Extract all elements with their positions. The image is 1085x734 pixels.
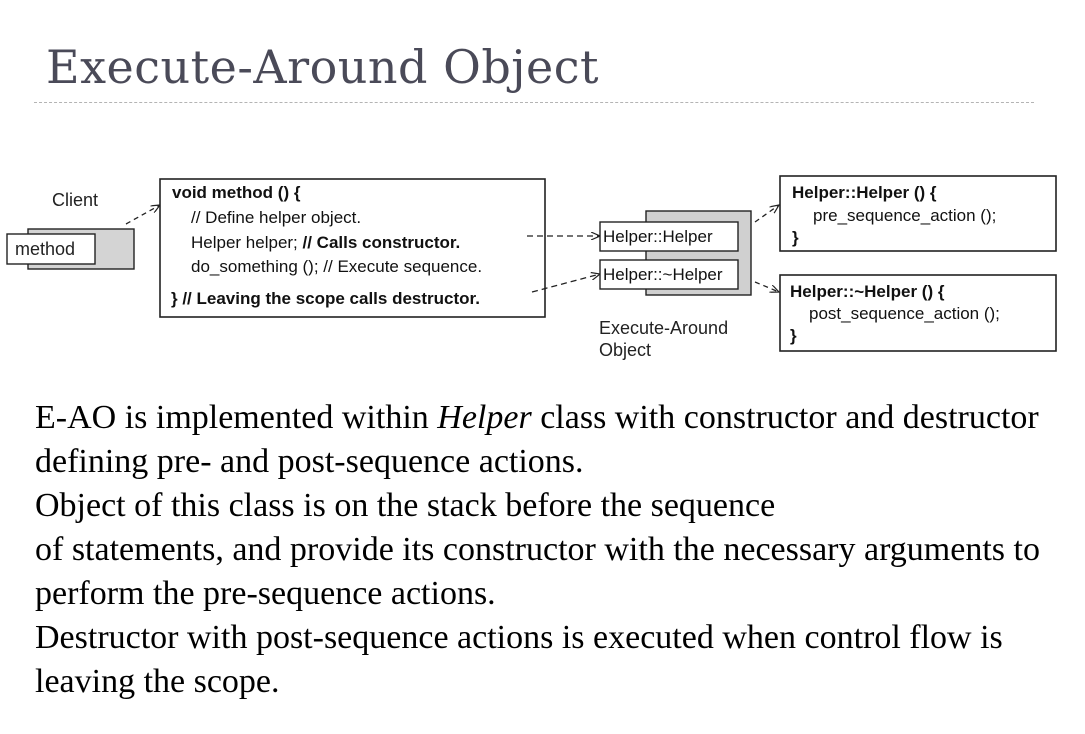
code-line-helper-comment: // Calls constructor. <box>302 233 461 252</box>
execute-around-diagram <box>0 150 1085 370</box>
ctor-def-line3: } <box>792 228 799 247</box>
ctor-def-line1: Helper::Helper () { <box>792 183 937 202</box>
to-destructor-def-arrow <box>755 282 779 292</box>
to-constructor-def-arrow <box>755 205 779 222</box>
body-paragraph-1: E-AO is implemented within Helper class with constructor and destructor defining pre- and post-sequence actions. <box>35 399 1039 480</box>
dtor-def-line3: } <box>790 326 797 345</box>
eao-caption-line1: Execute-Around <box>599 318 729 338</box>
destructor-definition-box <box>780 275 1056 351</box>
method-code-box <box>160 179 545 317</box>
code-line-helper-decl: Helper helper; <box>191 233 303 252</box>
code-line-signature: void method () { <box>172 183 301 202</box>
body-paragraph-3: Destructor with post-sequence actions is executed when control flow is leaving the scope. <box>35 619 1003 700</box>
eao-destructor-label: Helper::~Helper <box>603 265 723 284</box>
body-paragraph-2: Object of this class is on the stack before the sequence of statements, and provide its constructor with the necessary arguments to perform the pre-sequence actions. <box>35 487 1040 612</box>
code-line-helper <box>191 233 460 252</box>
dtor-def-line2: post_sequence_action (); <box>809 304 1000 323</box>
constructor-definition-box <box>780 176 1056 251</box>
eao-caption-line2: Object <box>599 340 652 360</box>
slide-body <box>35 396 1065 704</box>
execute-around-object-box <box>600 211 751 295</box>
ctor-def-line2: pre_sequence_action (); <box>813 206 997 225</box>
helper-class-name: Helper <box>437 399 532 436</box>
title-divider <box>34 102 1034 103</box>
slide-title: Execute-Around Object <box>46 40 599 94</box>
dtor-def-line1: Helper::~Helper () { <box>790 282 945 301</box>
client-to-method-arrow <box>126 205 160 224</box>
code-line-closing: } // Leaving the scope calls destructor. <box>171 289 480 308</box>
code-line-comment: // Define helper object. <box>191 208 362 227</box>
eao-constructor-label: Helper::Helper <box>603 227 713 246</box>
code-line-do-something: do_something (); // Execute sequence. <box>191 257 483 276</box>
client-label: Client <box>52 190 99 210</box>
method-box <box>7 229 134 269</box>
method-label: method <box>15 239 76 259</box>
